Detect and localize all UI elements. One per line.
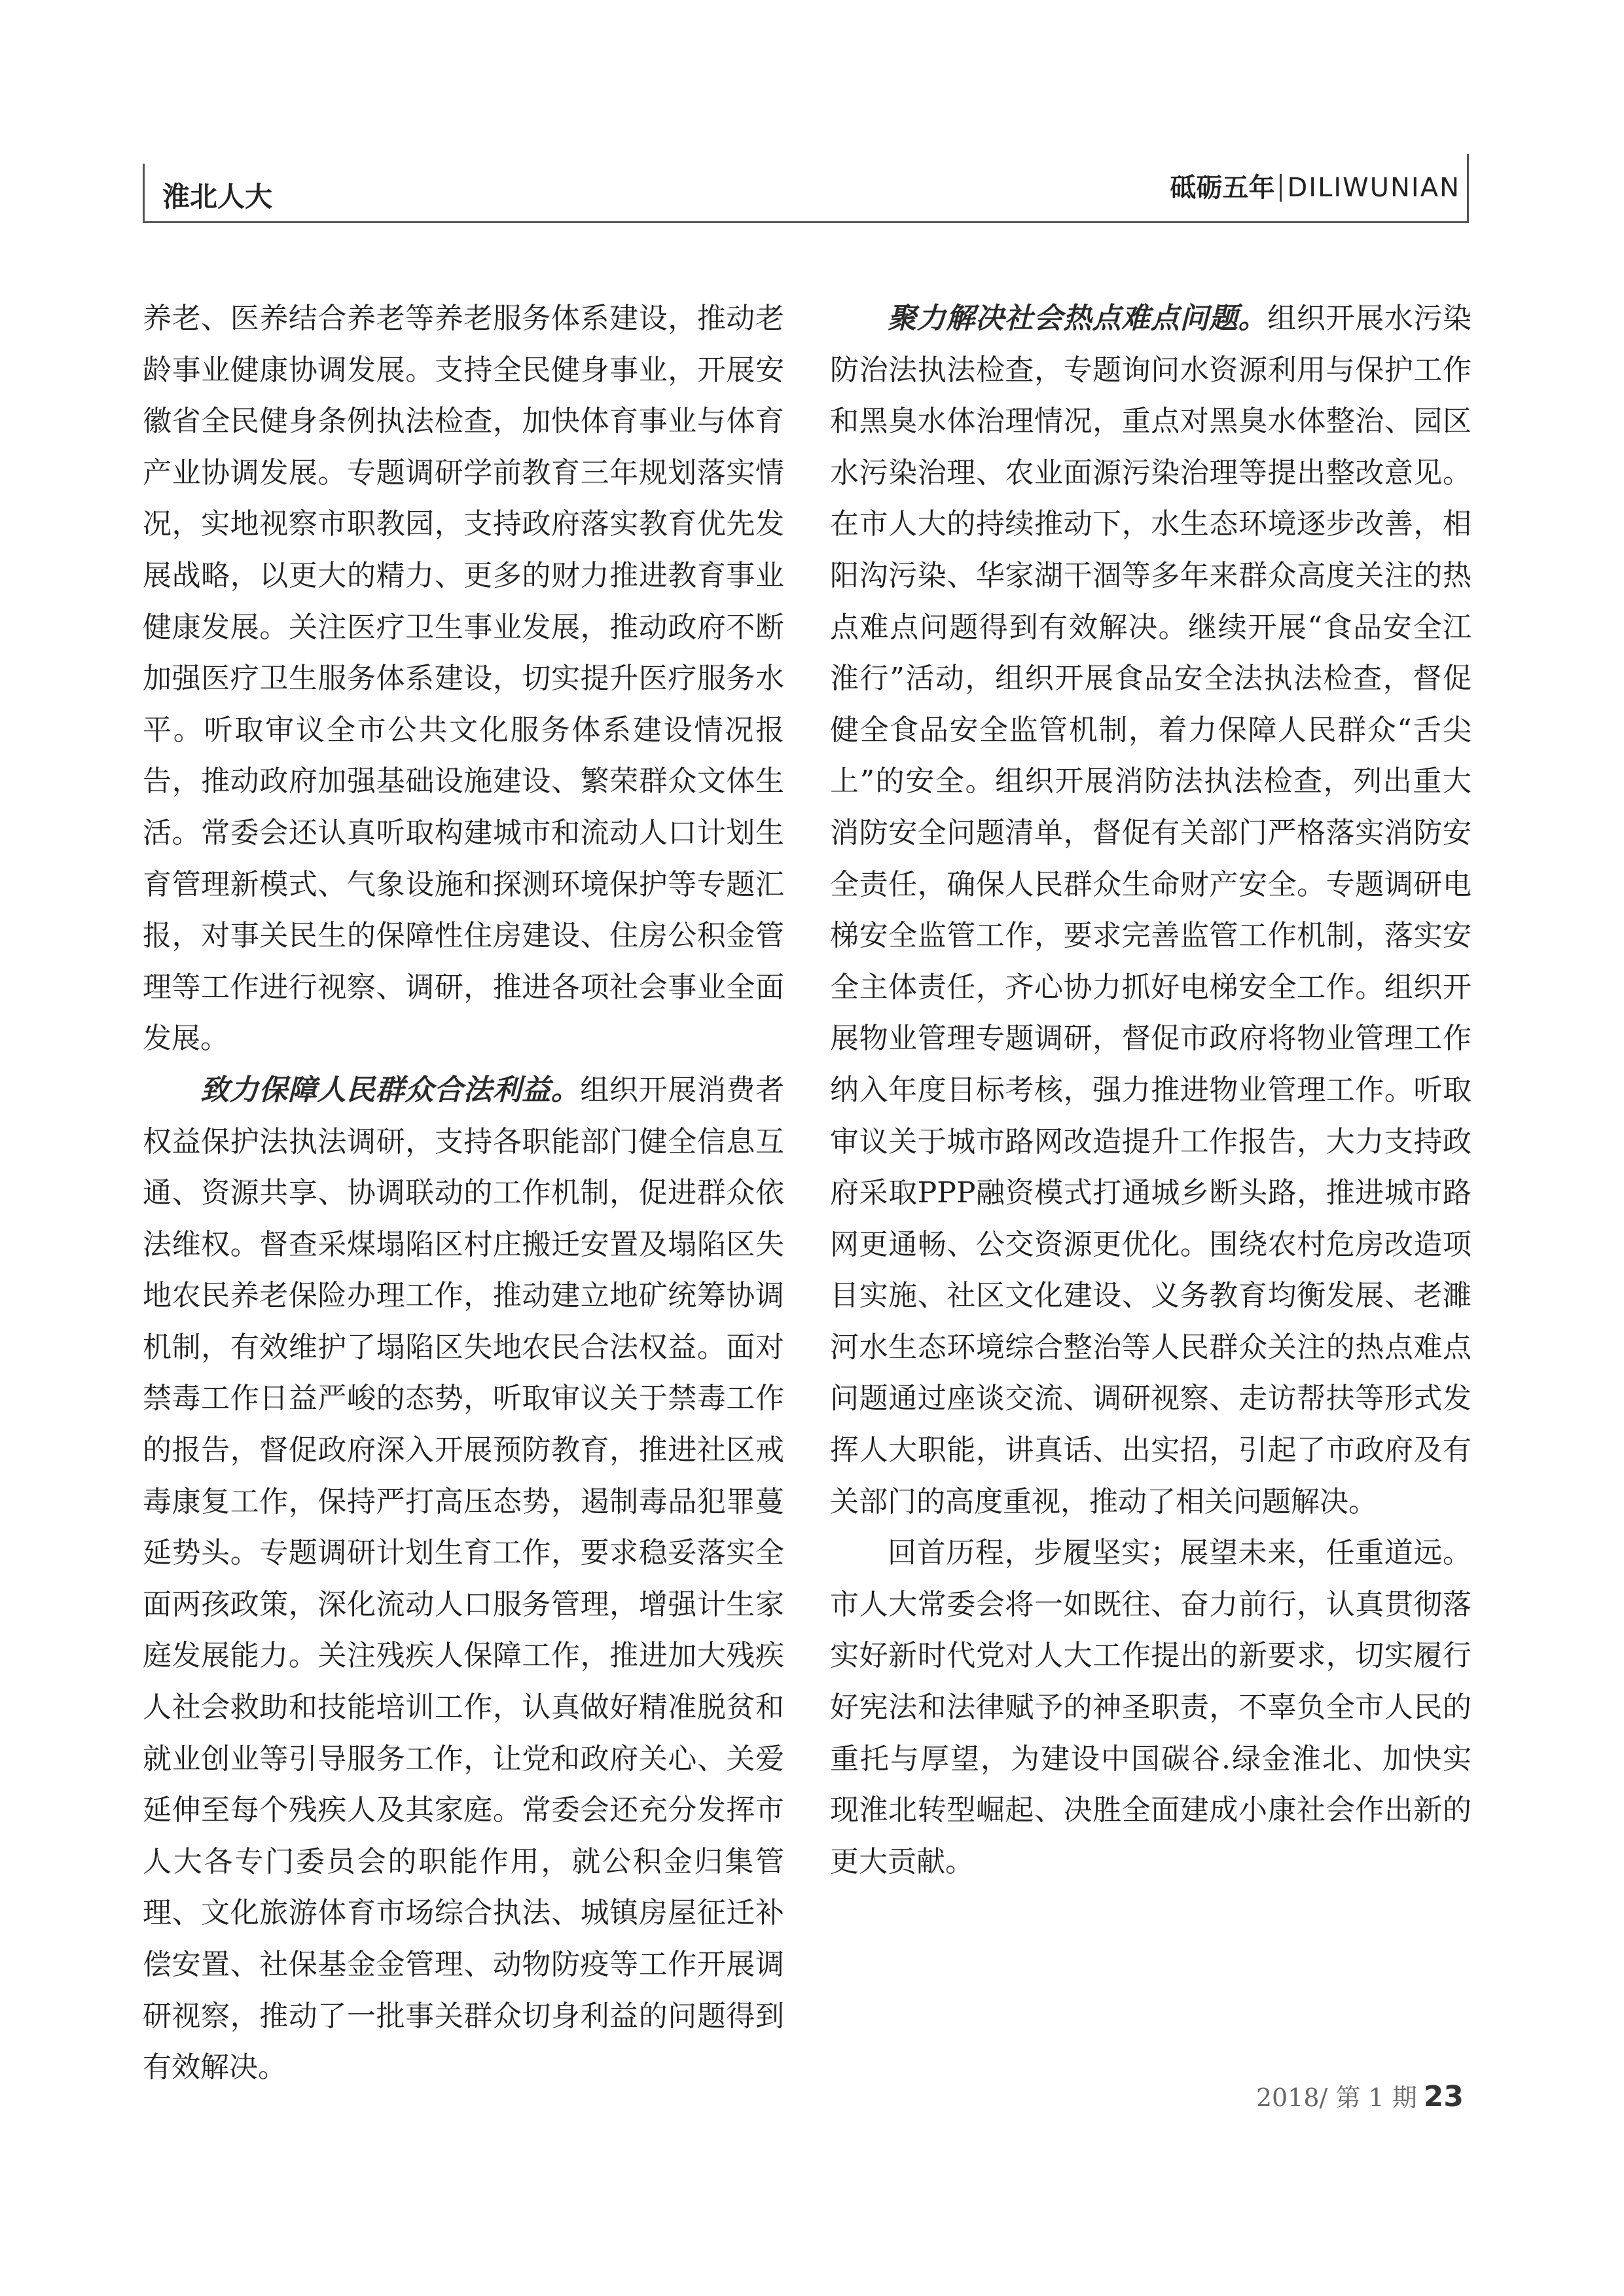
header-column-title-zh: 砥砺五年: [1170, 173, 1275, 203]
left-paragraph-2-body: 组织开展消费者权益保护法执法调研，支持各职能部门健全信息互通、资源共享、协调联动的工作机制，促进群众依法维权。督查采煤塌陷区村庄搬迁安置及塌陷区失地农民养老保险办理工作，推动建立地矿统筹协调机制，有效维护了塌陷区失地农民合法权益。面对禁毒工作日益严峻的态势，听取审议关于禁毒工作的报告，督促政府深入开展预防教育，推进社区戒毒康复工作，保持严打高压态势，遏制毒品犯罪蔓延势头。专题调研计划生育工作，要求稳妥落实全面两孩政策，深化流动人口服务管理，增强计生家庭发展能力。关注残疾人保障工作，推进加大残疾人社会救助和技能培训工作，认真做好精准脱贫和就业创业等引导服务工作，让党和政府关心、关爱延伸至每个残疾人及其家庭。常委会还充分发挥市人大各专门委员会的职能作用，就公积金归集管理、文化旅游体育市场综合执法、城镇房屋征迁补偿安置、社保基金金管理、动物防疫等工作开展调研视察，推动了一批事关群众切身利益的问题得到有效解决。: [143, 1073, 785, 2085]
header-column-title-en: DILIWUNIAN: [1287, 173, 1460, 203]
right-column: [830, 293, 1471, 1888]
left-paragraph-2-lead: 致力保障人民群众合法利益。: [200, 1073, 581, 1107]
left-paragraph-1: 养老、医养结合养老等养老服务体系建设，推动老龄事业健康协调发展。支持全民健身事业，开展安徽省全民健身条例执法检查，加快体育事业与体育产业协调发展。专题调研学前教育三年规划落实情况，实地视察市职教园，支持政府落实教育优先发展战略，以更大的精力、更多的财力推进教育事业健康发展。关注医疗卫生事业发展，推动政府不断加强医疗卫生服务体系建设，切实提升医疗服务水平。听取审议全市公共文化服务体系建设情况报告，推动政府加强基础设施建设、繁荣群众文体生活。常委会还认真听取构建城市和流动人口计划生育管理新模式、气象设施和探测环境保护等专题汇报，对事关民生的保障性住房建设、住房公积金管理等工作进行视察、调研，推进各项社会事业全面发展。: [143, 302, 784, 1056]
right-paragraph-1: [830, 293, 1471, 1528]
header-rule: [143, 221, 1469, 223]
page-footer: [1256, 2077, 1464, 2113]
header-separator: [1280, 174, 1282, 202]
right-paragraph-1-body: 组织开展水污染防治法执法检查，专题询问水资源利用与保护工作和黑臭水体治理情况，重点对黑臭水体整治、园区水污染治理、农业面源污染治理等提出整改意见。在市人大的持续推动下，水生态环境逐步改善，相阳沟污染、华家湖干涸等多年来群众高度关注的热点难点问题得到有效解决。继续开展“食品安全江淮行”活动，组织开展食品安全法执法检查，督促健全食品安全监管机制，着力保障人民群众“舌尖上”的安全。组织开展消防法执法检查，列出重大消防安全问题清单，督促有关部门严格落实消防安全责任，确保人民群众生命财产安全。专题调研电梯安全监管工作，要求完善监管工作机制，落实安全主体责任，齐心协力抓好电梯安全工作。组织开展物业管理专题调研，督促市政府将物业管理工作纳入年度目标考核，强力推进物业管理工作。听取审议关于城市路网改造提升工作报告，大力支持政府采取PPP融资模式打通城乡断头路，推进城市路网更通畅、公交资源更优化。围绕农村危房改造项目实施、社区文化建设、义务教育均衡发展、老濉河水生态环境综合整治等人民群众关注的热点难点问题通过座谈交流、调研视察、走访帮扶等形式发挥人大职能，讲真话、出实招，引起了市政府及有关部门的高度重视，推动了相关问题解决。: [830, 302, 1472, 1518]
header-column-title: [1170, 171, 1460, 204]
left-paragraph-2: [143, 1065, 784, 2094]
header-journal-title: 淮北人大: [162, 181, 273, 213]
left-column: [143, 293, 784, 2094]
right-paragraph-2: 回首历程，步履坚实；展望未来，任重道远。市人大常委会将一如既往、奋力前行，认真贯彻落实好新时代党对人大工作提出的新要求，切实履行好宪法和法律赋予的神圣职责，不辜负全市人民的重托与厚望，为建设中国碳谷.绿金淮北、加快实现淮北转型崛起、决胜全面建成小康社会作出新的更大贡献。: [830, 1536, 1471, 1878]
issue-label: 2018/ 第 1 期: [1255, 2083, 1417, 2112]
page-number: 23: [1423, 2080, 1464, 2113]
right-paragraph-1-lead: 聚力解决社会热点难点问题。: [888, 302, 1268, 335]
